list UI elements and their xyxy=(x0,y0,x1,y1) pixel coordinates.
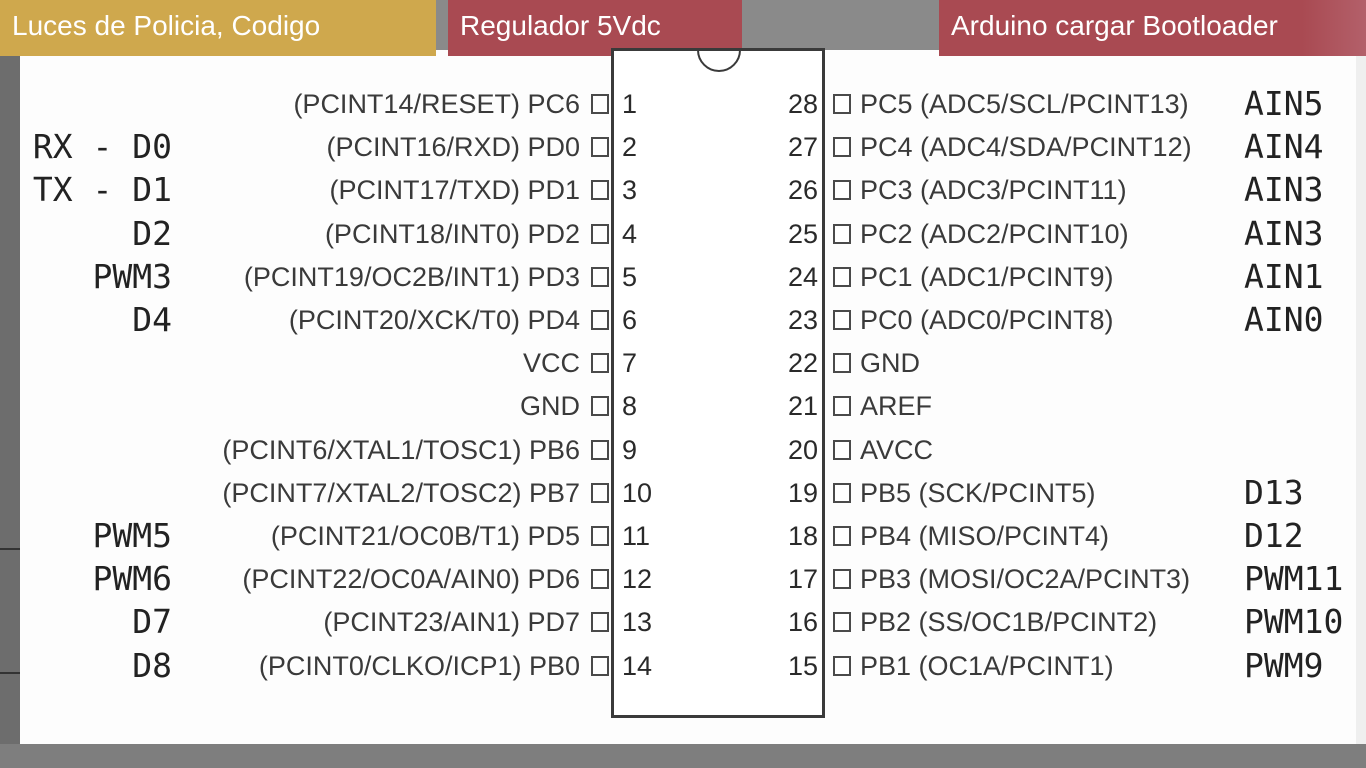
pin-18-number: 18 xyxy=(787,521,818,551)
pin-14-label: (PCINT0/CLKO/ICP1) PB0 xyxy=(258,650,580,681)
pin-19-arduino-label: D13 xyxy=(1244,472,1304,512)
pin-28-label: PC5 (ADC5/SCL/PCINT13) xyxy=(860,89,1189,119)
pin-27-number: 27 xyxy=(787,132,818,163)
pin-13-number: 13 xyxy=(622,607,653,638)
pin-26-number: 26 xyxy=(787,175,818,206)
pin-17-box xyxy=(833,569,851,589)
pin-7-box xyxy=(591,353,609,373)
pin-26-box xyxy=(833,180,851,200)
pin-27-box xyxy=(833,137,851,157)
pin-17-number: 17 xyxy=(787,564,818,595)
pin-13-arduino-label: D7 xyxy=(132,602,172,642)
pin-2-label: (PCINT16/RXD) PD0 xyxy=(326,132,580,163)
pin-24-number: 24 xyxy=(787,261,818,292)
divider xyxy=(0,672,20,674)
pin-9-box xyxy=(591,440,609,460)
pin-23-arduino-label: AIN0 xyxy=(1244,300,1324,339)
pin-27-label: PC4 (ADC4/SDA/PCINT12) xyxy=(860,132,1192,163)
pin-20-number: 20 xyxy=(787,434,818,465)
pin-24-arduino-label: AIN1 xyxy=(1244,256,1324,296)
pin-7-label: VCC xyxy=(522,348,580,379)
pin-18-arduino-label: D12 xyxy=(1244,516,1304,555)
pin-26-label: PC3 (ADC3/PCINT11) xyxy=(860,175,1127,206)
divider xyxy=(0,548,20,550)
pin-16-number: 16 xyxy=(787,607,818,638)
pin-14-box xyxy=(591,656,609,676)
pin-6-arduino-label: D4 xyxy=(132,300,172,339)
pin-20-label: AVCC xyxy=(860,434,934,465)
pin-23-box xyxy=(833,310,851,330)
pin-10-number: 10 xyxy=(622,477,653,508)
pin-25-box xyxy=(833,224,851,244)
pin-5-arduino-label: PWM3 xyxy=(92,256,172,296)
pin-3-label: (PCINT17/TXD) PD1 xyxy=(329,175,580,206)
pin-11-number: 11 xyxy=(622,521,651,551)
pin-1-number: 1 xyxy=(622,89,638,119)
pin-7-number: 7 xyxy=(622,348,638,379)
pin-11-box xyxy=(591,526,609,546)
pin-19-box xyxy=(833,483,851,503)
pin-3-box xyxy=(591,180,609,200)
pin-27-arduino-label: AIN4 xyxy=(1244,127,1324,167)
pin-17-label: PB3 (MOSI/OC2A/PCINT3) xyxy=(860,564,1191,595)
pin-13-box xyxy=(591,612,609,632)
pin-15-label: PB1 (OC1A/PCINT1) xyxy=(860,650,1114,681)
pin-8-number: 8 xyxy=(622,391,638,422)
pin-9-label: (PCINT6/XTAL1/TOSC1) PB6 xyxy=(222,434,580,465)
pin-16-box xyxy=(833,612,851,632)
pin-8-label: GND xyxy=(520,391,580,422)
pin-5-box xyxy=(591,267,609,287)
pin-18-box xyxy=(833,526,851,546)
pin-13-label: (PCINT23/AIN1) PD7 xyxy=(323,607,580,638)
pin-5-number: 5 xyxy=(622,261,638,292)
pin-10-box xyxy=(591,483,609,503)
pin-19-number: 19 xyxy=(787,477,818,508)
pin-28-arduino-label: AIN5 xyxy=(1244,84,1324,123)
pin-18-label: PB4 (MISO/PCINT4) xyxy=(860,521,1110,551)
pin-2-number: 2 xyxy=(622,132,638,163)
pin-6-label: (PCINT20/XCK/T0) PD4 xyxy=(288,305,580,335)
pin-14-arduino-label: D8 xyxy=(132,645,172,685)
pin-25-label: PC2 (ADC2/PCINT10) xyxy=(860,218,1129,249)
pin-25-arduino-label: AIN3 xyxy=(1244,213,1324,253)
pin-28-box xyxy=(833,94,851,114)
bottom-strip xyxy=(0,744,1366,768)
pin-22-label: GND xyxy=(860,348,920,379)
pin-22-number: 22 xyxy=(787,348,818,379)
pin-22-box xyxy=(833,353,851,373)
left-edge-background xyxy=(0,0,20,768)
pin-19-label: PB5 (SCK/PCINT5) xyxy=(860,477,1096,508)
pin-12-number: 12 xyxy=(622,564,653,595)
pin-4-number: 4 xyxy=(622,218,638,249)
pin-28-number: 28 xyxy=(787,89,818,119)
pin-9-number: 9 xyxy=(622,434,638,465)
pin-21-box xyxy=(833,396,851,416)
pin-3-arduino-label: TX - D1 xyxy=(32,170,172,210)
pin-23-label: PC0 (ADC0/PCINT8) xyxy=(860,305,1114,335)
pin-1-label: (PCINT14/RESET) PC6 xyxy=(293,89,580,119)
pin-16-arduino-label: PWM10 xyxy=(1244,602,1344,642)
pin-5-label: (PCINT19/OC2B/INT1) PD3 xyxy=(243,261,580,292)
pin-12-label: (PCINT22/OC0A/AIN0) PD6 xyxy=(242,564,580,595)
pin-21-label: AREF xyxy=(860,391,933,422)
pin-14-number: 14 xyxy=(622,650,653,681)
pin-10-label: (PCINT7/XTAL2/TOSC2) PB7 xyxy=(222,477,580,508)
pin-1-box xyxy=(591,94,609,114)
luces-de-policia-link[interactable]: Luces de Policia, Codigo xyxy=(0,0,436,56)
arduino-bootloader-link[interactable]: Arduino cargar Bootloader xyxy=(939,0,1366,56)
pin-25-number: 25 xyxy=(787,218,818,249)
pin-12-arduino-label: PWM6 xyxy=(92,559,172,599)
pin-16-label: PB2 (SS/OC1B/PCINT2) xyxy=(860,607,1158,638)
pin-11-arduino-label: PWM5 xyxy=(92,516,172,555)
pin-8-box xyxy=(591,396,609,416)
pin-12-box xyxy=(591,569,609,589)
pin-15-number: 15 xyxy=(787,650,818,681)
pin-4-arduino-label: D2 xyxy=(132,213,172,253)
pin-4-label: (PCINT18/INT0) PD2 xyxy=(324,218,580,249)
pin-15-arduino-label: PWM9 xyxy=(1244,645,1324,685)
pin-11-label: (PCINT21/OC0B/T1) PD5 xyxy=(270,521,580,551)
pin-26-arduino-label: AIN3 xyxy=(1244,170,1324,210)
pin-24-label: PC1 (ADC1/PCINT9) xyxy=(860,261,1114,292)
pin-23-number: 23 xyxy=(787,305,818,335)
pin-6-number: 6 xyxy=(622,305,638,335)
right-edge xyxy=(1356,50,1366,744)
regulador-5vdc-link[interactable]: Regulador 5Vdc xyxy=(448,0,742,56)
pin-24-box xyxy=(833,267,851,287)
pin-2-box xyxy=(591,137,609,157)
pin-21-number: 21 xyxy=(787,391,818,422)
pin-3-number: 3 xyxy=(622,175,638,206)
pin-15-box xyxy=(833,656,851,676)
pin-17-arduino-label: PWM11 xyxy=(1244,559,1344,599)
pin-20-box xyxy=(833,440,851,460)
pin-2-arduino-label: RX - D0 xyxy=(32,127,172,167)
pin-6-box xyxy=(591,310,609,330)
pin-4-box xyxy=(591,224,609,244)
